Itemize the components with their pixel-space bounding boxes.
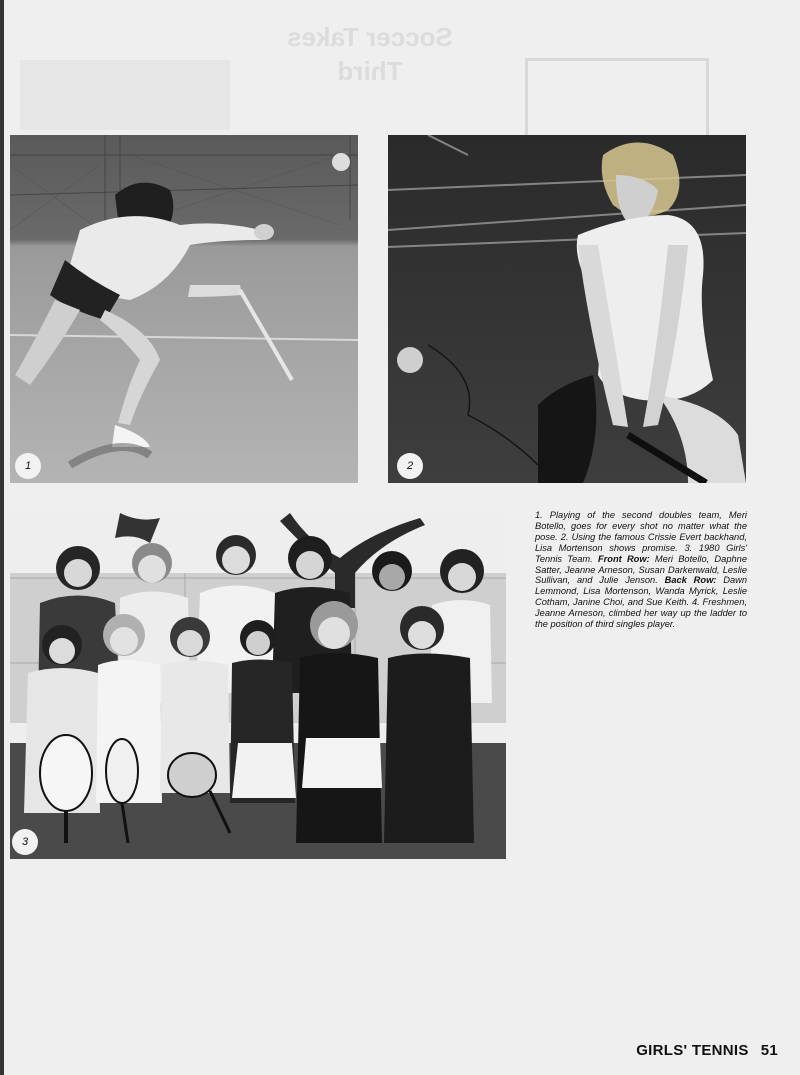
photo-3-team — [10, 513, 506, 859]
caption-text: 1. Playing of the second doubles team, Meri Botello, goes for every shot no matter what the pose. 2. Using the famous Crissie Evert backhand, Lisa Mortenson shows promise. 3. 1980 Girls' Tennis Team. — [535, 510, 747, 564]
page-number: 51 — [760, 1042, 778, 1059]
photo-number-badge: 2 — [397, 453, 423, 479]
bleed-through-frame — [525, 58, 709, 138]
page-binding-edge — [0, 0, 4, 1075]
caption-back-row-names: Dawn Lemmond, Lisa Mortenson, Wanda Myrick, Leslie Cotham, Janine Choi, and Sue Keith. 4. Freshmen, Jeanne Arneson, climbed her way up the ladder to the position of third singles player. — [535, 575, 747, 630]
photo-number-badge: 1 — [15, 453, 41, 479]
section-title: GIRLS' TENNIS — [636, 1042, 749, 1059]
caption-front-row-names: Meri Botello, Daphne Satter, Jeanne Arneson, Susan Darkenwald, Leslie Sullivan, and Julie Jenson. — [535, 553, 747, 586]
photo-2-backhand — [388, 135, 746, 483]
photo-caption — [535, 510, 747, 630]
bleed-through-text: Soccer Takes Third — [287, 22, 453, 86]
caption-back-row-label: Back Row: — [664, 575, 717, 586]
photo-1-forehand — [10, 135, 358, 483]
photo-number-badge: 3 — [12, 829, 38, 855]
bleed-through-block — [20, 60, 230, 130]
page-footer — [636, 1042, 778, 1059]
caption-front-row-label: Front Row: — [597, 553, 650, 564]
